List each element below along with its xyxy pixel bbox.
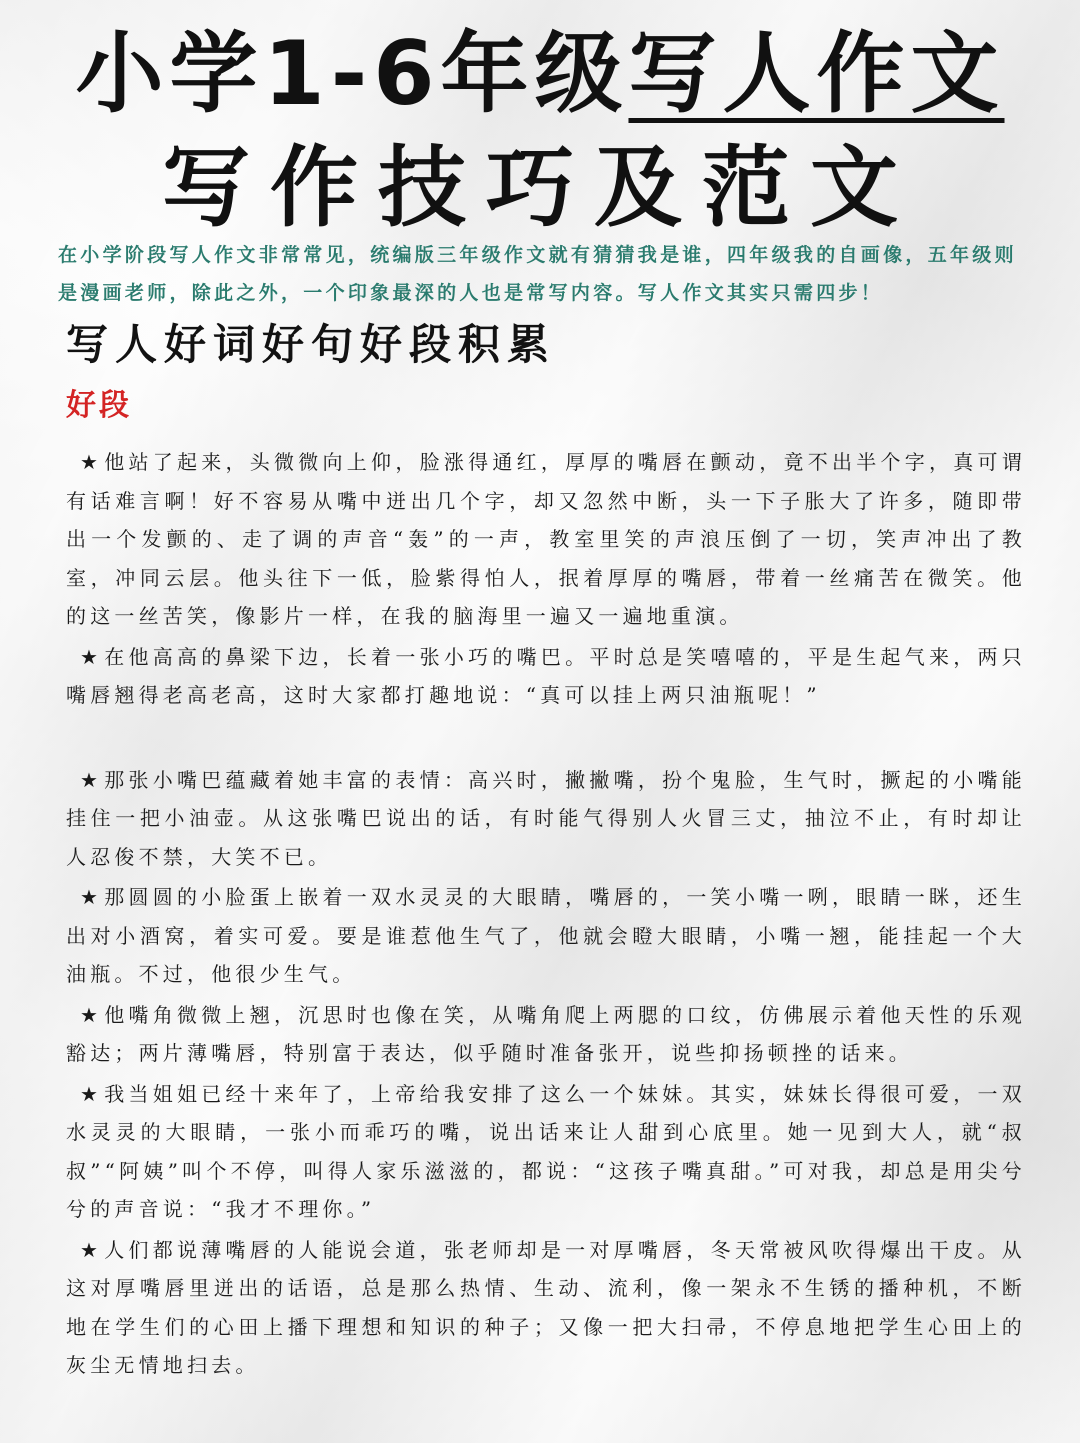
paragraph-text: 人们都说薄嘴唇的人能说会道，张老师却是一对厚嘴唇，冬天常被风吹得爆出干皮。从这对厚嘴唇里迸出的话语，总是那么热情、生动、流利，像一架永不生锈的播种机，不断地在学生们的心田上播下理想和知识的种子；又像一把大扫帚，不停息地把学生心田上的灰尘无情地扫去。: [66, 1237, 1026, 1377]
star-icon: ★: [80, 450, 103, 474]
paragraph-text: 在他高高的鼻梁下边，长着一张小巧的嘴巴。平时总是笑嘻嘻的，平是生起气来，两只嘴唇翘得老高老高，这时大家都打趣地说：“真可以挂上两只油瓶呢！”: [66, 644, 1026, 707]
title-underlined-part: 写人作文: [628, 22, 1005, 125]
list-item: [66, 638, 1026, 715]
paragraph-text: 他嘴角微微上翘，沉思时也像在笑，从嘴角爬上两腮的口纹，仿佛展示着他天性的乐观豁达；两片薄嘴唇，特别富于表达，似乎随时准备张开，说些抑扬顿挫的话来。: [66, 1002, 1026, 1065]
list-item: [66, 1231, 1026, 1385]
section-title: 写人好词好句好段积累: [66, 320, 557, 369]
page-title-line-2: 写作技巧及范文: [161, 136, 918, 239]
paragraph-text: 我当姐姐已经十来年了，上帝给我安排了这么一个妹妹。其实，妹妹长得很可爱，一双水灵灵的大眼睛，一张小而乖巧的嘴，说出话来让人甜到心底里。她一见到大人，就“叔叔”“阿姨”叫个不停，叫得人家乐滋滋的，都说：“这孩子嘴真甜。”可对我，却总是用尖兮兮的声音说：“我才不理你。”: [66, 1081, 1026, 1221]
paragraph-text: 那张小嘴巴蕴藏着她丰富的表情：高兴时，撇撇嘴，扮个鬼脸，生气时，撅起的小嘴能挂住一把小油壶。从这张嘴巴说出的话，有时能气得别人火冒三丈，抽泣不止，有时却让人忍俊不禁，大笑不已。: [66, 767, 1026, 869]
star-icon: ★: [80, 1081, 103, 1106]
list-item: [66, 878, 1026, 994]
star-icon: ★: [80, 767, 103, 792]
list-item: [66, 761, 1026, 877]
list-item: [66, 443, 1026, 636]
title-plain-part: 小学1-6年级: [75, 22, 629, 125]
star-icon: ★: [80, 644, 103, 669]
subheading-good-paragraphs: 好段: [66, 388, 132, 423]
list-item: [66, 996, 1026, 1073]
star-icon: ★: [80, 1002, 103, 1027]
paragraph-text: 他站了起来，头微微向上仰，脸涨得通红，厚厚的嘴唇在颤动，竟不出半个字，真可谓有话难言啊！好不容易从嘴中迸出几个字，却又忽然中断，头一下子胀大了许多，随即带出一个发颤的、走了调的声音“轰”的一声，教室里笑的声浪压倒了一切，笑声冲出了教室，冲同云层。他头往下一低，脸紫得怕人，抿着厚厚的嘴唇，带着一丝痛苦在微笑。他的这一丝苦笑，像影片一样，在我的脑海里一遍又一遍地重演。: [66, 450, 1026, 628]
star-icon: ★: [80, 1237, 103, 1262]
page-title-line-1: [0, 18, 1080, 130]
star-icon: ★: [80, 885, 103, 909]
paragraph-list: [66, 443, 1026, 1385]
paragraph-text: 那圆圆的小脸蛋上嵌着一双水灵灵的大眼睛，嘴唇的，一笑小嘴一咧，眼睛一眯，还生出对小酒窝，着实可爱。要是谁惹他生气了，他就会瞪大眼睛，小嘴一翘，能挂起一个大油瓶。不过，他很少生气。: [66, 885, 1026, 986]
title-block: [0, 18, 1080, 244]
intro-paragraph: 在小学阶段写人作文非常常见，统编版三年级作文就有猜猜我是谁，四年级我的自画像，五年级则是漫画老师，除此之外，一个印象最深的人也是常写内容。写人作文其实只需四步！: [58, 244, 1017, 304]
list-item: [66, 1075, 1026, 1229]
